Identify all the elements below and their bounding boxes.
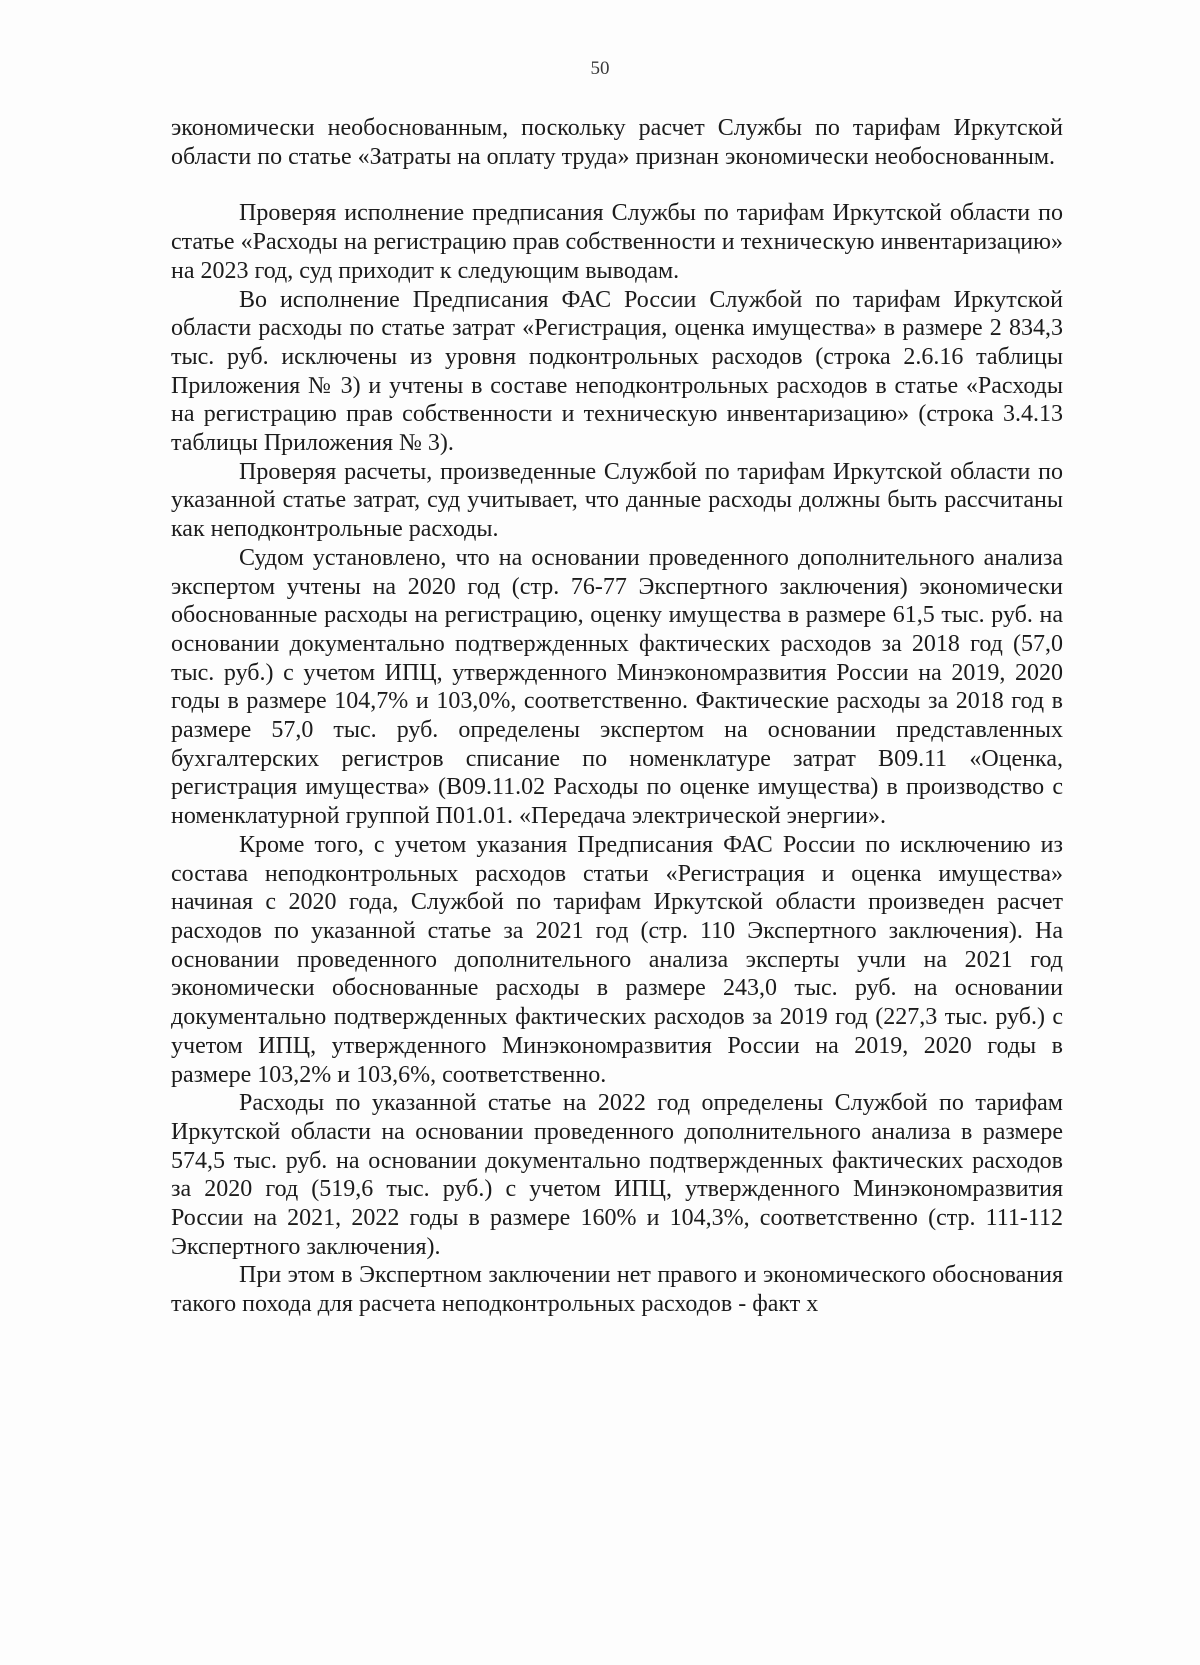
paragraph: Судом установлено, что на основании проведенного дополнительного анализа экспертом учтены на 2020 год (стр. 76-77 Экспертного заключения) экономически обоснованные расходы на регистрацию, оценку имущества в размере 61,5 тыс. руб. на основании документально подтвержденных фактических расходов за 2018 год (57,0 тыс. руб.) с учетом ИПЦ, утвержденного Минэкономразвития России на 2019, 2020 годы в размере 104,7% и 103,0%, соответственно. Фактические расходы за 2018 год в размере 57,0 тыс. руб. определены экспертом на основании представленных бухгалтерских регистров списание по номенклатуре затрат В09.11 «Оценка, регистрация имущества» (В09.11.02 Расходы по оценке имущества) в производство с номенклатурной группой П01.01. «Передача электрической энергии». (171, 544, 1063, 830)
paragraph: Расходы по указанной статье на 2022 год определены Службой по тарифам Иркутской области на основании проведенного дополнительного анализа в размере 574,5 тыс. руб. на основании документально подтвержденных фактических расходов за 2020 год (519,6 тыс. руб.) с учетом ИПЦ, утвержденного Минэкономразвития России на 2021, 2022 годы в размере 160% и 104,3%, соответственно (стр. 111-112 Экспертного заключения). (171, 1090, 1063, 1260)
paragraph: Проверяя исполнение предписания Службы по тарифам Иркутской области по статье «Расходы на регистрацию прав собственности и техническую инвентаризацию» на 2023 год, суд приходит к следующим выводам. (171, 200, 1063, 284)
paragraph: Проверяя расчеты, произведенные Службой по тарифам Иркутской области по указанной статье затрат, суд учитывает, что данные расходы должны быть рассчитаны как неподконтрольные расходы. (171, 458, 1063, 543)
paragraph: Кроме того, с учетом указания Предписания ФАС России по исключению из состава неподконтрольных расходов статьи «Регистрация и оценка имущества» начиная с 2020 года, Службой по тарифам Иркутской области произведен расчет расходов по указанной статье за 2021 год (стр. 110 Экспертного заключения). На основании проведенного дополнительного анализа эксперты учли на 2021 год экономически обоснованные расходы в размере 243,0 тыс. руб. на основании документально подтвержденных фактических расходов за 2019 год (227,3 тыс. руб.) с учетом ИПЦ, утвержденного Минэкономразвития России на 2019, 2020 годы в размере 103,2% и 103,6%, соответственно. (171, 831, 1063, 1088)
paragraph-truncated: При этом в Экспертном заключении нет правого и экономического обоснования такого похода для расчета неподконтрольных расходов - факт х (171, 1262, 1063, 1318)
document-body (171, 114, 1063, 1319)
page-number: 50 (590, 58, 610, 79)
paragraph-continuation: экономически необоснованным, поскольку расчет Службы по тарифам Иркутской области по статье «Затраты на оплату труда» признан экономически необоснованным. (171, 115, 1063, 170)
paragraph: Во исполнение Предписания ФАС России Службой по тарифам Иркутской области расходы по статье затрат «Регистрация, оценка имущества» в размере 2 834,3 тыс. руб. исключены из уровня подконтрольных расходов (строка 2.6.16 таблицы Приложения № 3) и учтены в составе неподконтрольных расходов в статье «Расходы на регистрацию прав собственности и техническую инвентаризацию» (строка 3.4.13 таблицы Приложения № 3). (171, 286, 1063, 457)
